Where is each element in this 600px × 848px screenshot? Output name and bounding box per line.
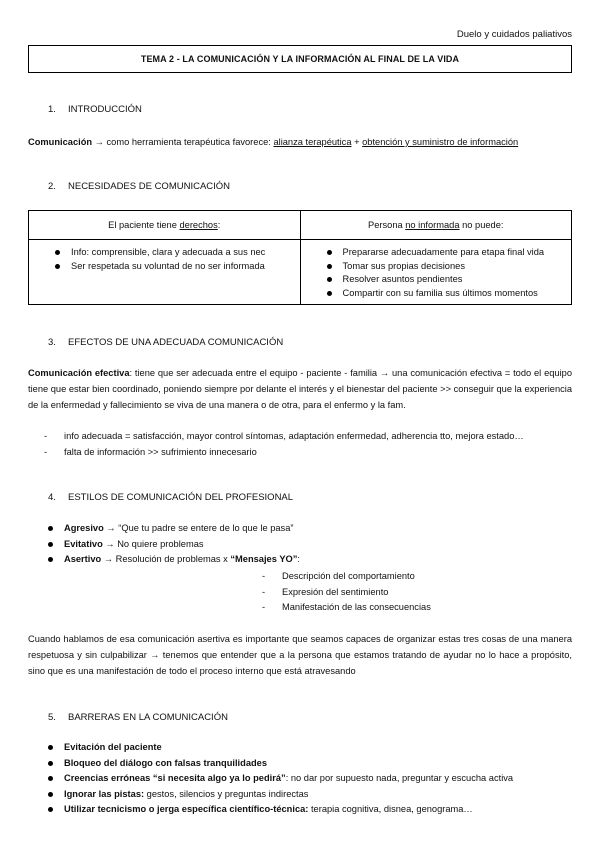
term: Asertivo (64, 554, 102, 564)
text: → No quiere problemas (102, 538, 204, 549)
underlined-term: obtención y suministro de información (362, 137, 519, 147)
section-heading-5 (48, 712, 228, 723)
list-item: Tomar sus propias decisiones (301, 260, 572, 274)
section-number: 5. (48, 712, 56, 723)
list-item (28, 802, 572, 818)
styles-list (28, 521, 572, 568)
section-title: EFECTOS DE UNA ADECUADA COMUNICACIÓN (68, 337, 284, 348)
underlined-term: alianza terapéutica (273, 137, 352, 147)
section-number: 3. (48, 337, 56, 348)
text: → Resolución de problemas x (101, 554, 231, 564)
section-title: INTRODUCCIÓN (68, 104, 142, 115)
list-item (28, 771, 572, 787)
section-number: 1. (48, 104, 56, 115)
section-heading-2 (48, 181, 230, 192)
rights-list (29, 246, 300, 273)
term: Creencias erróneas “si necesita algo ya lo pedirá” (64, 773, 286, 783)
text: : tiene que ser adecuada entre el equipo - paciente - familia → una comunicación efectiva = todo el equipo tiene que estar bien coordinado, poniendo siempre por delante el interés y el bienestar del paciente >> conseguir que la experiencia de la enfermedad y fallecimiento se viva de una manera o de otra, para el enfermo y la fam. (28, 368, 572, 410)
list-item: - falta de información >> sufrimiento innecesario (28, 444, 572, 460)
text: → “Que tu padre se entere de lo que le pasa” (103, 523, 294, 533)
section-number: 2. (48, 181, 56, 192)
effects-paragraph (28, 365, 572, 413)
text: Persona (368, 220, 406, 230)
list-item (28, 521, 572, 537)
list-item (28, 537, 572, 553)
table-header-left (29, 211, 301, 240)
text: terapia cognitiva, disnea, genograma… (308, 804, 473, 814)
list-item: Ser respetada su voluntad de no ser informada (29, 260, 300, 274)
list-item: - Expresión del sentimiento (262, 585, 431, 601)
list-item: Compartir con su familia sus últimos momentos (301, 287, 572, 301)
list-item (28, 756, 572, 772)
term: Comunicación efectiva (28, 368, 130, 378)
text: no puede: (459, 220, 504, 230)
list-item (28, 552, 572, 568)
term: Evitación del paciente (64, 742, 162, 752)
yo-messages-list (262, 569, 431, 616)
intro-paragraph (28, 134, 572, 150)
section-title: NECESIDADES DE COMUNICACIÓN (68, 181, 231, 192)
term: Evitativo (64, 538, 103, 549)
document-title: TEMA 2 - LA COMUNICACIÓN Y LA INFORMACIÓN AL FINAL DE LA VIDA (28, 45, 572, 73)
table-header-right (300, 211, 572, 240)
text: : (297, 554, 300, 564)
text: : no dar por supuesto nada, preguntar y escucha activa (285, 773, 514, 783)
section-number: 4. (48, 492, 56, 503)
list-item: Info: comprensible, clara y adecuada a sus nec (29, 246, 300, 260)
term: Ignorar las pistas: (64, 788, 145, 799)
underlined-term: no informada (405, 220, 460, 230)
list-item (28, 740, 572, 756)
list-item: Prepararse adecuadamente para etapa final vida (301, 246, 572, 260)
term: Agresivo (64, 523, 104, 533)
section-heading-4 (48, 492, 293, 503)
text: → como herramienta terapéutica favorece: (92, 137, 274, 147)
text: + (351, 137, 363, 147)
text: gestos, silencios y preguntas indirectas (144, 788, 309, 799)
text: : (217, 220, 221, 230)
text: El paciente tiene (108, 220, 180, 230)
table-cell-right (300, 240, 572, 305)
term: Utilizar tecnicismo o jerga específica científico-técnica: (64, 804, 309, 814)
effects-dash-list (28, 428, 572, 460)
section-title: BARRERAS EN LA COMUNICACIÓN (68, 712, 228, 723)
list-item: - info adecuada = satisfacción, mayor control síntomas, adaptación enfermedad, adherencia tto, mejora estado… (28, 428, 572, 444)
section-heading-1 (48, 104, 142, 115)
section-heading-3 (48, 337, 283, 348)
barriers-list (28, 740, 572, 818)
section-title: ESTILOS DE COMUNICACIÓN DEL PROFESIONAL (68, 492, 294, 503)
running-header: Duelo y cuidados paliativos (456, 29, 572, 40)
list-item (28, 787, 572, 803)
term: “Mensajes YO” (230, 554, 298, 564)
term: Bloqueo del diálogo con falsas tranquilidades (64, 757, 268, 768)
list-item: Resolver asuntos pendientes (301, 273, 572, 287)
list-item: - Manifestación de las consecuencias (262, 600, 431, 616)
underlined-term: derechos (179, 220, 218, 230)
needs-table (28, 210, 572, 305)
cannot-list (301, 246, 572, 300)
term: Comunicación (28, 137, 93, 147)
assertive-paragraph: Cuando hablamos de esa comunicación asertiva es importante que seamos capaces de organizar estas tres cosas de una manera respetuosa y sin culpabilizar → tenemos que entender que a la persona que estamos tratando de ayudar no lo hace a propósito, sino que es una manifestación de todo el proceso interno que está atravesando (28, 634, 572, 676)
list-item: - Descripción del comportamiento (262, 569, 431, 585)
table-cell-left (29, 240, 301, 305)
